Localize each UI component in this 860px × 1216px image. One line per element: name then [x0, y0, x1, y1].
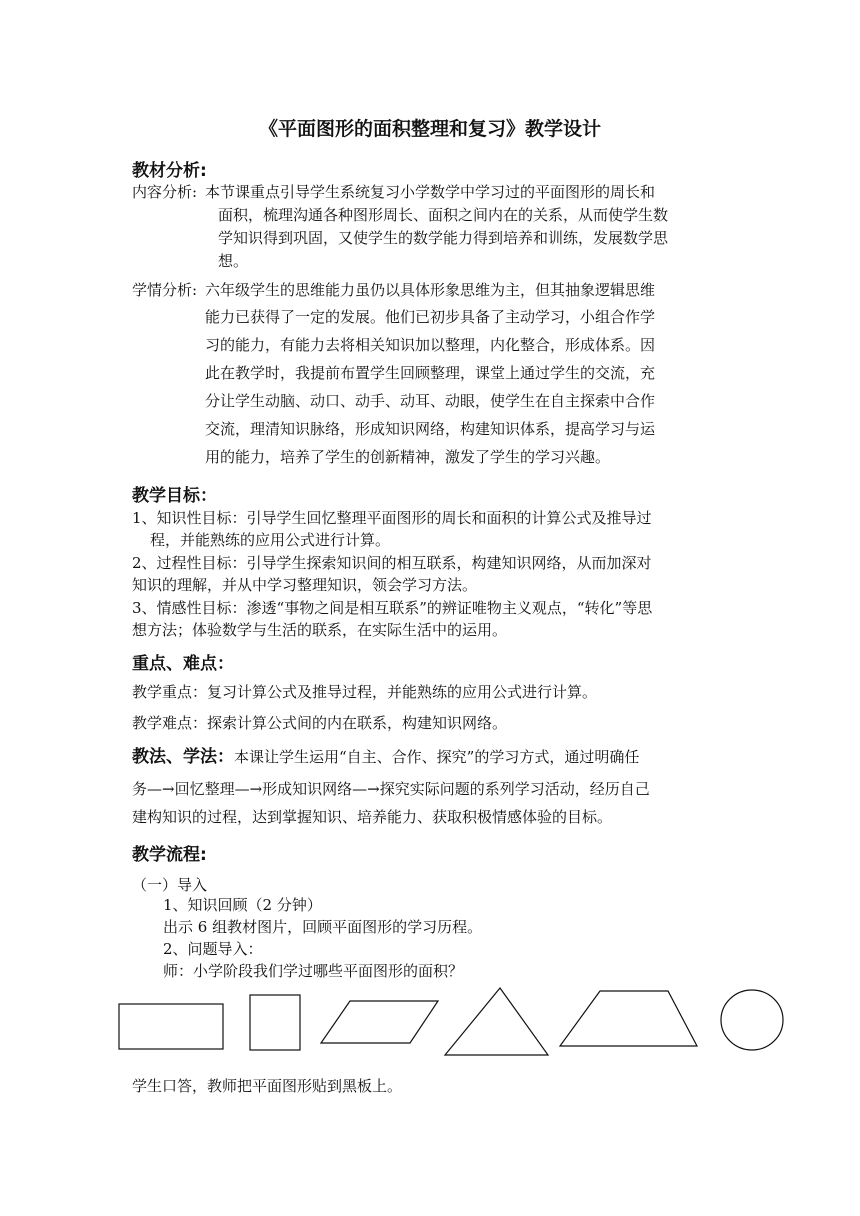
- content-analysis-line: 学知识得到巩固，又使学生的数学能力得到培养和训练，发展数学思: [218, 229, 669, 247]
- goal-line: 2、过程性目标：引导学生探索知识间的相互联系，构建知识网络，从而加深对: [132, 554, 652, 572]
- process-heading: 教学流程:: [132, 845, 207, 865]
- students-answer-line: 学生口答，教师把平面图形贴到黑板上。: [132, 1077, 403, 1095]
- content-analysis-line: 想。: [218, 252, 249, 270]
- process-line: （一）导入: [132, 876, 208, 894]
- document-title: 《平面图形的面积整理和复习》教学设计: [258, 118, 601, 140]
- learner-analysis-line: 六年级学生的思维能力虽仍以具体形象思维为主，但其抽象逻辑思维: [205, 281, 656, 299]
- plane-shapes-figure: [0, 985, 860, 1065]
- learner-analysis-line: 此在教学时，我提前布置学生回顾整理，课堂上通过学生的交流，充: [205, 364, 656, 382]
- analysis-heading: 教材分析:: [132, 161, 207, 181]
- learner-analysis-label: 学情分析:: [132, 281, 198, 299]
- goal-line: 知识的理解，并从中学习整理知识，领会学习方法。: [132, 576, 478, 594]
- methods-line: 务—→回忆整理—→形成知识网络—→探究实际问题的系列学习活动，经历自己: [132, 780, 650, 798]
- process-line: 2、问题导入：: [163, 940, 263, 958]
- key-points-heading: 重点、难点：: [132, 654, 234, 674]
- goals-heading: 教学目标：: [132, 486, 217, 506]
- content-analysis-line: 面积，梳理沟通各种图形周长、面积之间内在的关系，从而使学生数: [218, 206, 669, 224]
- circle-icon: [721, 990, 783, 1050]
- learner-analysis-line: 能力已获得了一定的发展。他们已初步具备了主动学习，小组合作学: [205, 308, 656, 326]
- methods-heading: 教法、学法：: [132, 747, 234, 767]
- learner-analysis-line: 习的能力，有能力去将相关知识加以整理，内化整合，形成体系。因: [205, 336, 656, 354]
- content-analysis-label: 内容分析:: [132, 183, 198, 201]
- methods-line: 建构知识的过程，达到掌握知识、培养能力、获取积极情感体验的目标。: [132, 808, 613, 826]
- goal-line: 1、知识性目标：引导学生回忆整理平面图形的周长和面积的计算公式及推导过: [132, 509, 652, 527]
- process-line: 1、知识回顾（2 分钟）: [163, 896, 322, 914]
- goal-line: 程，并能熟练的应用公式进行计算。: [150, 531, 391, 549]
- trapezoid-icon: [560, 991, 697, 1046]
- goal-line: 想方法；体验数学与生活的联系，在实际生活中的运用。: [132, 621, 508, 639]
- learner-analysis-line: 交流，理清知识脉络，形成知识网络，构建知识体系，提高学习与运: [205, 420, 656, 438]
- content-analysis-line: 本节课重点引导学生系统复习小学数学中学习过的平面图形的周长和: [205, 183, 656, 201]
- rectangle-icon: [119, 1004, 223, 1049]
- methods-line: 本课让学生运用“自主、合作、探究”的学习方式，通过明确任: [234, 748, 640, 766]
- methods-first-line: [132, 746, 639, 768]
- goal-line: 3、情感性目标：渗透“事物之间是相互联系”的辨证唯物主义观点，“转化”等思: [132, 599, 653, 617]
- process-line: 出示 6 组教材图片，回顾平面图形的学习历程。: [163, 918, 483, 936]
- square-icon: [250, 995, 300, 1050]
- learner-analysis-line: 用的能力，培养了学生的创新精神，激发了学生的学习兴趣。: [205, 448, 611, 466]
- triangle-icon: [445, 988, 548, 1055]
- learner-analysis-line: 分让学生动脑、动口、动手、动耳、动眼，使学生在自主探索中合作: [205, 392, 656, 410]
- teaching-focus: 教学重点：复习计算公式及推导过程，并能熟练的应用公式进行计算。: [132, 683, 598, 701]
- teaching-difficulty: 教学难点：探索计算公式间的内在联系，构建知识网络。: [132, 714, 508, 732]
- process-line: 师：小学阶段我们学过哪些平面图形的面积？: [163, 962, 464, 980]
- parallelogram-icon: [321, 1001, 438, 1043]
